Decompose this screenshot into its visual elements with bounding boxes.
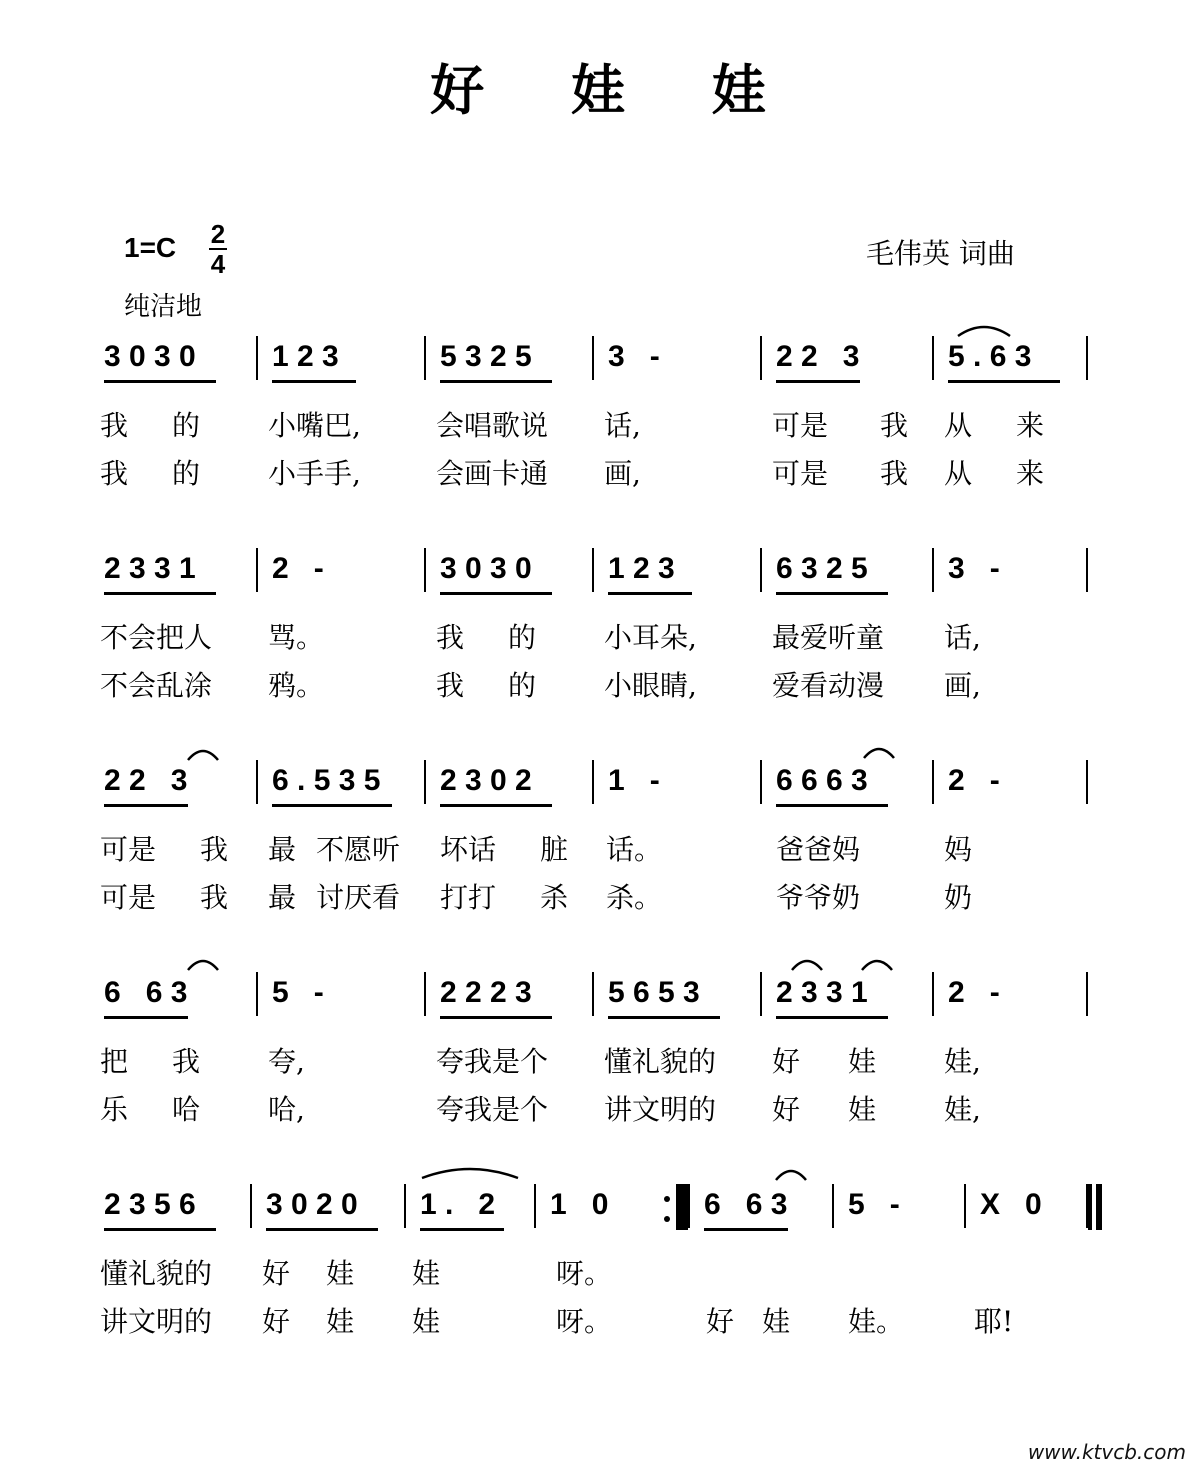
measure-notes: 2 - [948,764,1000,797]
lyric-syllable: 会画卡通 [436,457,549,490]
lyric-syllable: 杀。 [606,881,663,914]
beam-underline [272,380,356,383]
lyric-syllable: 爸爸妈 [776,833,861,866]
repeat-dot [664,1196,670,1202]
measure-notes: 2 2 2 3 [440,976,532,1009]
lyric-syllable: 夸我是个 [436,1093,549,1126]
lyric-syllable: 话。 [606,833,663,866]
lyric-syllable: 娃 [326,1305,355,1338]
lyric-syllable: 讲文明的 [100,1305,213,1338]
barline [592,336,594,380]
lyric-syllable: 好 [706,1305,735,1338]
lyric-syllable: 好 [262,1305,291,1338]
lyric-syllable: 小耳朵, [604,621,697,654]
lyric-syllable: 最 [268,833,297,866]
slur-arc [186,746,220,762]
beam-underline [776,592,888,595]
time-signature [206,220,230,278]
final-barline [1096,1184,1102,1230]
lyric-syllable: 最 [268,881,297,914]
lyric-syllable: 最爱听童 [772,621,885,654]
composer-credit: 毛伟英 词曲 [866,237,1015,270]
barline [688,1184,690,1228]
barline [424,972,426,1016]
lyric-syllable: 话, [604,409,641,442]
lyric-syllable: 我 [200,833,229,866]
lyric-syllable: 坏话 [440,833,497,866]
lyric-syllable: 话, [944,621,981,654]
lyric-syllable: 哈, [268,1093,305,1126]
barline [760,336,762,380]
measure-notes: 1 0 [550,1188,609,1221]
barline [424,548,426,592]
lyric-syllable: 娃 [848,1093,877,1126]
measure-notes: 6 6 3 [104,976,188,1009]
lyric-syllable: 我 [436,621,465,654]
barline [832,1184,834,1228]
slur-arc [860,956,894,972]
lyric-syllable: 画, [604,457,641,490]
lyric-syllable: 我 [880,409,909,442]
lyric-syllable: 不愿听 [316,833,401,866]
barline [1086,336,1088,380]
beam-underline [104,1228,216,1231]
lyric-syllable: 来 [1016,457,1045,490]
measure-notes: 3 0 3 0 [104,340,196,373]
beam-underline [440,592,552,595]
lyric-syllable: 呀。 [556,1305,613,1338]
barline [424,760,426,804]
beam-underline [608,1016,720,1019]
lyric-syllable: 鸦。 [268,669,325,702]
lyric-syllable: 可是 [100,881,157,914]
lyric-syllable: 来 [1016,409,1045,442]
measure-notes: 1 2 3 [272,340,339,373]
beam-underline [104,592,216,595]
lyric-syllable: 我 [172,1045,201,1078]
lyric-syllable: 好 [772,1045,801,1078]
lyric-syllable: 懂礼貌的 [100,1257,213,1290]
lyric-syllable: 好 [772,1093,801,1126]
measure-notes: 1 . 2 [420,1188,496,1221]
lyric-syllable: 哈 [172,1093,201,1126]
beam-underline [266,1228,378,1231]
beam-underline [440,1016,552,1019]
lyric-syllable: 我 [436,669,465,702]
measure-notes: 1 2 3 [608,552,675,585]
repeat-barline [684,1184,688,1230]
lyric-syllable: 我 [200,881,229,914]
barline [256,760,258,804]
barline [932,972,934,1016]
key-signature: 1=C [124,232,177,263]
lyric-syllable: 画, [944,669,981,702]
tempo-marking: 纯洁地 [124,292,203,322]
lyric-syllable: 我 [880,457,909,490]
measure-notes: 6 6 3 [704,1188,788,1221]
slur-arc [790,956,824,972]
lyric-syllable: 的 [172,457,201,490]
beam-underline [104,380,216,383]
lyric-syllable: 把 [100,1045,129,1078]
barline [932,548,934,592]
time-signature-top: 2 [210,219,226,249]
lyric-syllable: 小嘴巴, [268,409,361,442]
repeat-dot [664,1216,670,1222]
barline [592,760,594,804]
measure-notes: 2 2 3 [776,340,860,373]
measure-notes: 2 2 3 [104,764,188,797]
lyric-syllable: 呀。 [556,1257,613,1290]
measure-notes: 1 - [608,764,660,797]
beam-underline [704,1228,788,1231]
measure-notes: 6 3 2 5 [776,552,868,585]
measure-notes: 5 6 5 3 [608,976,700,1009]
lyric-syllable: 娃, [944,1045,981,1078]
measure-notes: 5 3 2 5 [440,340,532,373]
lyric-syllable: 的 [508,669,537,702]
slur-arc [186,956,220,972]
measure-notes: 3 0 2 0 [266,1188,358,1221]
measure-notes: 3 - [608,340,660,373]
barline [760,972,762,1016]
beam-underline [440,804,552,807]
barline [534,1184,536,1228]
lyric-syllable: 我 [100,409,129,442]
lyric-syllable: 夸, [268,1045,305,1078]
measure-notes: 5 - [848,1188,900,1221]
lyric-syllable: 的 [172,409,201,442]
barline [592,972,594,1016]
lyric-syllable: 娃。 [848,1305,905,1338]
beam-underline [104,1016,188,1019]
measure-notes: 2 3 3 1 [104,552,196,585]
lyric-syllable: 妈 [944,833,973,866]
barline [256,548,258,592]
barline [932,760,934,804]
slur-arc [862,744,896,760]
beam-underline [776,380,860,383]
barline [1086,760,1088,804]
measure-notes: 2 3 3 1 [776,976,868,1009]
repeat-barline [676,1184,684,1230]
lyric-syllable: 娃, [944,1093,981,1126]
barline [932,336,934,380]
lyric-syllable: 娃 [762,1305,791,1338]
lyric-syllable: 乐 [100,1093,129,1126]
lyric-syllable: 娃 [412,1305,441,1338]
lyric-syllable: 可是 [772,457,829,490]
barline [1086,548,1088,592]
lyric-syllable: 讲文明的 [604,1093,717,1126]
song-title: 好 娃 娃 [430,58,800,122]
barline [250,1184,252,1228]
beam-underline [104,804,188,807]
lyric-syllable: 会唱歌说 [436,409,549,442]
lyric-syllable: 从 [944,457,973,490]
barline [1086,972,1088,1016]
watermark: www.ktvcb.com [1027,1440,1186,1464]
barline [424,336,426,380]
slur-arc [774,1166,808,1182]
barline [760,760,762,804]
lyric-syllable: 小手手, [268,457,361,490]
measure-notes: 3 0 3 0 [440,552,532,585]
beam-underline [948,380,1060,383]
slur-arc [420,1164,520,1180]
lyric-syllable: 懂礼貌的 [604,1045,717,1078]
lyric-syllable: 爱看动漫 [772,669,885,702]
lyric-syllable: 耶! [974,1305,1014,1338]
lyric-syllable: 娃 [326,1257,355,1290]
lyric-syllable: 打打 [440,881,497,914]
barline [760,548,762,592]
barline [592,548,594,592]
lyric-syllable: 骂。 [268,621,325,654]
barline [404,1184,406,1228]
lyric-syllable: 脏 [540,833,569,866]
barline [256,972,258,1016]
lyric-syllable: 可是 [100,833,157,866]
final-barline [1088,1184,1092,1230]
measure-notes: 2 3 5 6 [104,1188,196,1221]
lyric-syllable: 奶 [944,881,973,914]
measure-notes: 5 . 6 3 [948,340,1032,373]
lyric-syllable: 爷爷奶 [776,881,861,914]
lyric-syllable: 我 [100,457,129,490]
lyric-syllable: 小眼睛, [604,669,697,702]
beam-underline [420,1228,504,1231]
lyric-syllable: 的 [508,621,537,654]
measure-notes: 6 . 5 3 5 [272,764,381,797]
measure-notes: 3 - [948,552,1000,585]
lyric-syllable: 夸我是个 [436,1045,549,1078]
measure-notes: 2 3 0 2 [440,764,532,797]
barline [256,336,258,380]
measure-notes: 5 - [272,976,324,1009]
beam-underline [440,380,552,383]
lyric-syllable: 从 [944,409,973,442]
lyric-syllable: 不会乱涂 [100,669,213,702]
lyric-syllable: 娃 [412,1257,441,1290]
lyric-syllable: 杀 [540,881,569,914]
lyric-syllable: 娃 [848,1045,877,1078]
beam-underline [608,592,692,595]
measure-notes: X 0 [980,1188,1042,1221]
beam-underline [776,804,888,807]
beam-underline [272,804,392,807]
measure-notes: 2 - [272,552,324,585]
lyric-syllable: 好 [262,1257,291,1290]
barline [964,1184,966,1228]
lyric-syllable: 不会把人 [100,621,213,654]
slur-arc [956,322,1012,338]
lyric-syllable: 可是 [772,409,829,442]
measure-notes: 2 - [948,976,1000,1009]
time-signature-bottom: 4 [210,249,226,279]
measure-notes: 6 6 6 3 [776,764,868,797]
lyric-syllable: 讨厌看 [316,881,401,914]
beam-underline [776,1016,888,1019]
